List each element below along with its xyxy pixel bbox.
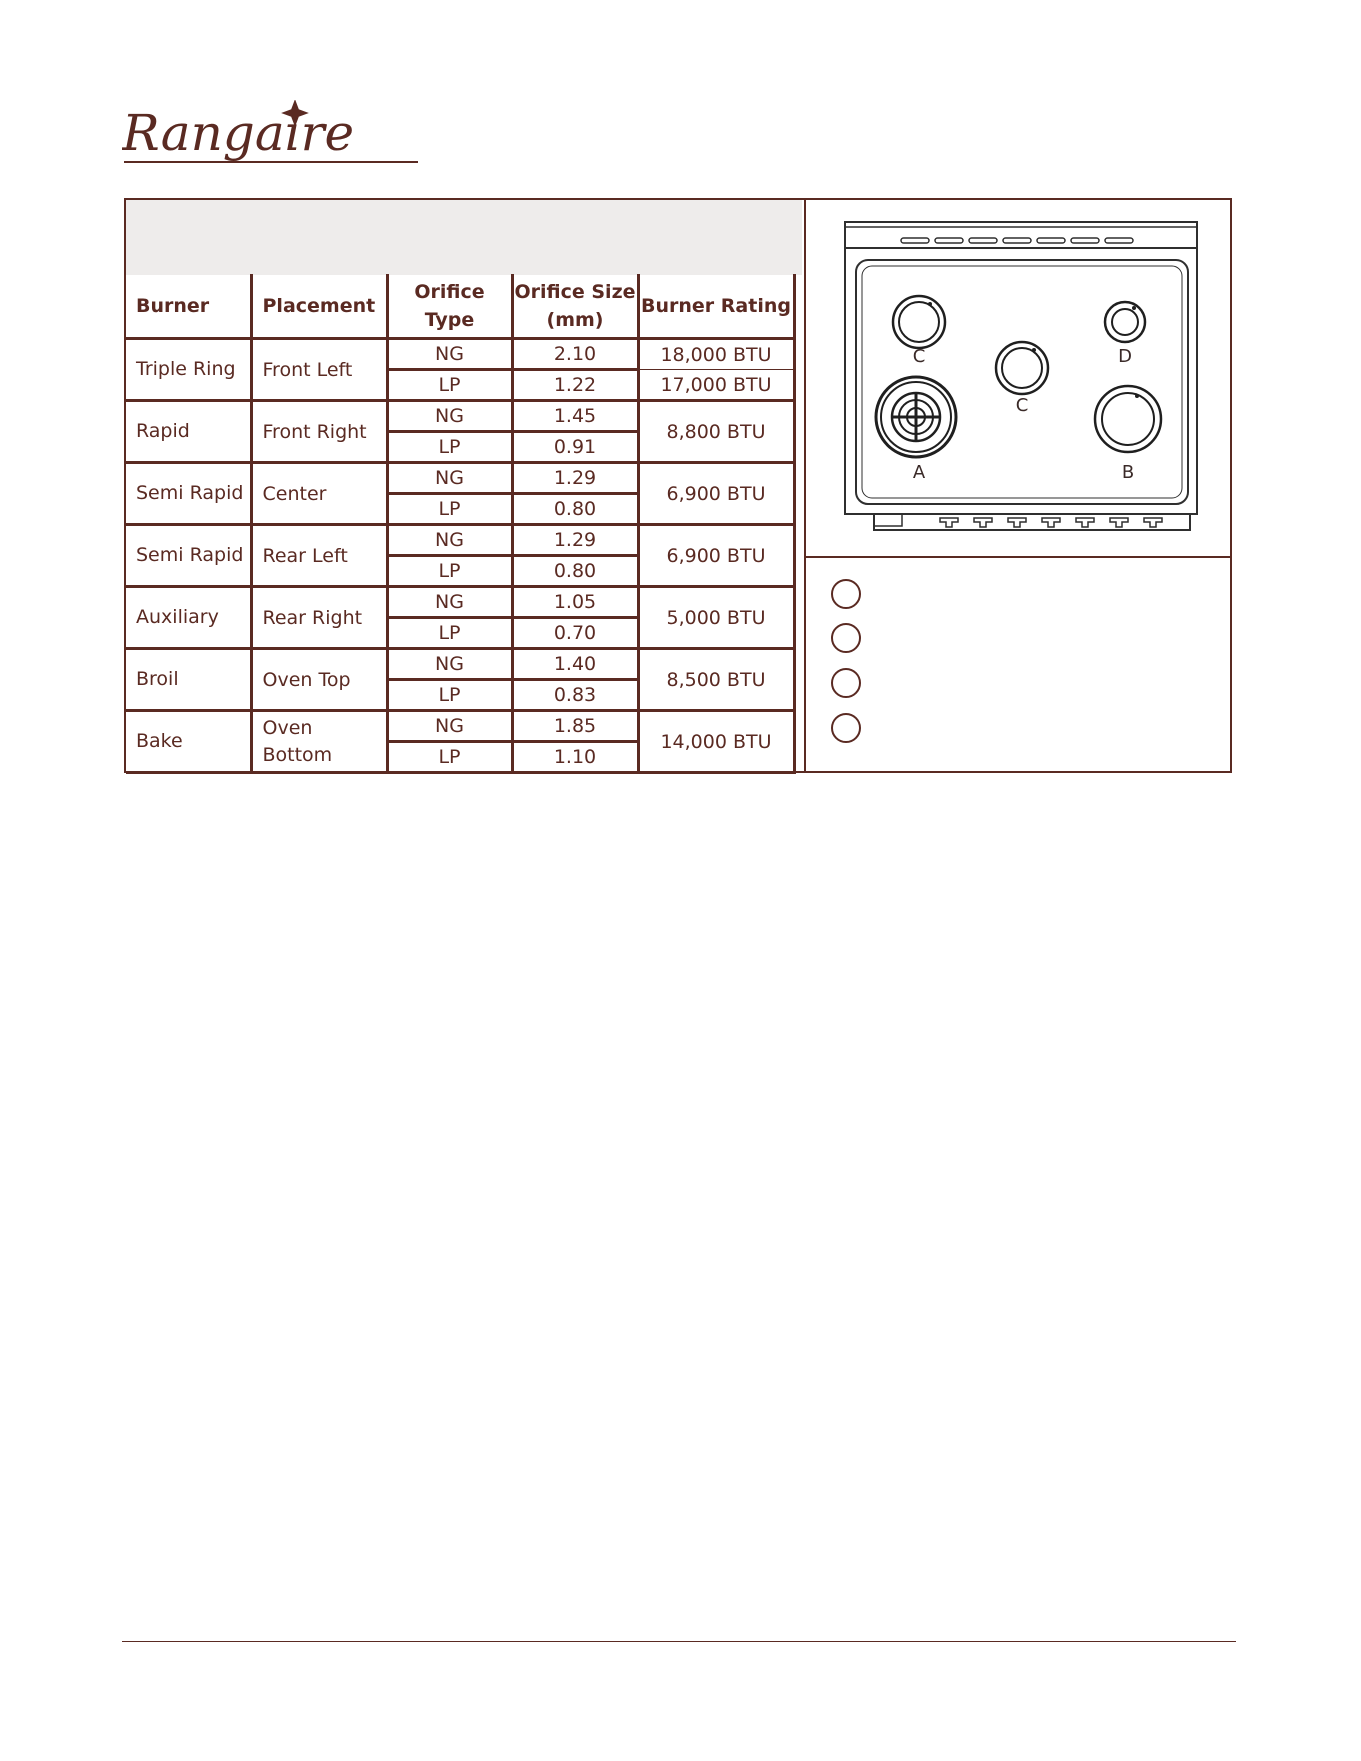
rating-cell: 8,800 BTU [638, 401, 794, 463]
orifice-table [126, 274, 796, 774]
key-item [831, 579, 1211, 613]
burner-c-center [996, 342, 1048, 394]
key-marker [831, 713, 861, 743]
burner-cell: Semi Rapid [126, 463, 251, 525]
orifice-type-cell: LP [387, 618, 512, 649]
burner-cell: Semi Rapid [126, 525, 251, 587]
orifice-type-cell: NG [387, 649, 512, 680]
cooktop-drawing [806, 200, 1232, 556]
orifice-size-cell: 1.10 [512, 742, 638, 773]
placement-cell: Oven Top [251, 649, 387, 711]
rangaire-logo [122, 100, 422, 170]
key-item [831, 623, 1211, 657]
burner-key [804, 556, 1232, 773]
label-front-right: B [1121, 462, 1135, 483]
label-rear-right: D [1118, 346, 1132, 367]
orifice-size-cell: 1.05 [512, 587, 638, 618]
orifice-type-cell: NG [387, 525, 512, 556]
orifice-type-cell: NG [387, 401, 512, 432]
backguard-top [845, 222, 1197, 227]
control-panel-left [874, 514, 902, 526]
orifice-size-cell: 0.70 [512, 618, 638, 649]
burner-cell: Triple Ring [126, 339, 251, 401]
burner-d-rear-right [1105, 302, 1145, 342]
table-row [126, 525, 794, 556]
orifice-type-cell: NG [387, 711, 512, 742]
rating-cell: 5,000 BTU [638, 587, 794, 649]
burner-cell: Bake [126, 711, 251, 773]
key-marker [831, 668, 861, 698]
header-orifice-size: Orifice Size (mm) [512, 274, 638, 339]
orifice-type-cell: NG [387, 587, 512, 618]
rating-cell: 6,900 BTU [638, 525, 794, 587]
label-rear-left: C [912, 346, 926, 367]
key-item [831, 713, 1211, 747]
orifice-size-cell: 1.29 [512, 463, 638, 494]
rating-cell: 8,500 BTU [638, 649, 794, 711]
orifice-size-cell: 0.80 [512, 494, 638, 525]
placement-cell: Center [251, 463, 387, 525]
table-row [126, 339, 794, 370]
table-row [126, 463, 794, 494]
rating-cell: 18,000 BTU [638, 339, 794, 370]
header-burner: Burner [126, 274, 251, 339]
burner-cell: Broil [126, 649, 251, 711]
table-title-bar [126, 200, 802, 275]
orifice-size-cell: 1.29 [512, 525, 638, 556]
placement-cell: Rear Right [251, 587, 387, 649]
orifice-type-cell: LP [387, 556, 512, 587]
orifice-type-cell: NG [387, 339, 512, 370]
burner-c-rear-left [893, 296, 945, 348]
orifice-size-cell: 1.45 [512, 401, 638, 432]
label-center: C [1015, 395, 1029, 416]
orifice-size-cell: 1.85 [512, 711, 638, 742]
table-header-row [126, 274, 794, 339]
header-burner-rating: Burner Rating [638, 274, 794, 339]
burner-cell: Auxiliary [126, 587, 251, 649]
control-knobs [940, 518, 1162, 527]
orifice-type-cell: LP [387, 370, 512, 401]
orifice-size-cell: 0.80 [512, 556, 638, 587]
key-item [831, 668, 1211, 702]
placement-cell: Front Right [251, 401, 387, 463]
burner-b-front-right [1095, 386, 1161, 452]
backguard-vents [901, 238, 1133, 243]
table-row [126, 649, 794, 680]
orifice-type-cell: LP [387, 494, 512, 525]
key-marker [831, 623, 861, 653]
cooktop-diagram [804, 200, 1232, 556]
logo-wordmark: Rangaire [122, 104, 355, 162]
key-marker [831, 579, 861, 609]
footer-divider [122, 1641, 1236, 1642]
rating-cell: 6,900 BTU [638, 463, 794, 525]
placement-cell: Rear Left [251, 525, 387, 587]
rating-cell: 17,000 BTU [638, 370, 794, 401]
orifice-type-cell: NG [387, 463, 512, 494]
backguard-outline [845, 222, 1197, 248]
control-strip [874, 514, 1190, 530]
orifice-size-cell: 1.40 [512, 649, 638, 680]
burner-spec-panel [124, 198, 1232, 773]
table-row [126, 587, 794, 618]
table-row [126, 711, 794, 742]
label-front-left: A [912, 462, 926, 483]
orifice-size-cell: 2.10 [512, 339, 638, 370]
header-orifice-type: Orifice Type [387, 274, 512, 339]
placement-cell: Front Left [251, 339, 387, 401]
orifice-type-cell: LP [387, 432, 512, 463]
cooktop-surface [856, 260, 1188, 504]
orifice-size-cell: 1.22 [512, 370, 638, 401]
table-row [126, 401, 794, 432]
orifice-type-cell: LP [387, 680, 512, 711]
orifice-size-cell: 0.83 [512, 680, 638, 711]
burner-cell: Rapid [126, 401, 251, 463]
orifice-size-cell: 0.91 [512, 432, 638, 463]
header-placement: Placement [251, 274, 387, 339]
orifice-type-cell: LP [387, 742, 512, 773]
placement-cell: Oven Bottom [251, 711, 387, 773]
rating-cell: 14,000 BTU [638, 711, 794, 773]
burner-a-front-left [876, 377, 956, 457]
